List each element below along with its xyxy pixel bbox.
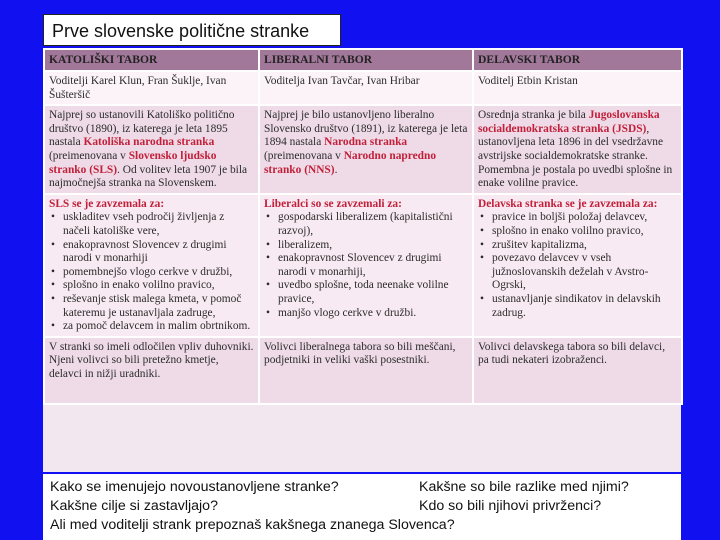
header-catholic: KATOLIŠKI TABOR xyxy=(44,49,259,71)
list-item: • pravice in boljši položaj delavcev, xyxy=(478,211,677,225)
supporters-liberal: Volivci liberalnega tabora so bili meščani, podjetniki in veliki vaški posestniki. xyxy=(259,337,473,404)
question-1: Kako se imenujejo novoustanovljene stranke? xyxy=(50,479,339,495)
list-item: • gospodarski liberalizem (kapitalistični razvoj), xyxy=(264,211,468,238)
question-2: Kakšne so bile razlike med njimi? xyxy=(419,479,629,495)
list-item: • enakopravnost Slovencev z drugimi narodi v monarhiji, xyxy=(264,252,468,279)
supporters-workers: Volivci delavskega tabora so bili delavci, pa tudi nekateri izobraženci. xyxy=(473,337,682,404)
question-5: Ali med voditelji strank prepoznaš kakšnega znanega Slovenca? xyxy=(50,517,455,533)
list-item: • uvedbo splošne, toda neenake volilne pravice, xyxy=(264,279,468,306)
goals-catholic xyxy=(44,194,259,337)
list-item: • enakopravnost Slovencev z drugimi narodi v monarhiji xyxy=(49,239,254,266)
list-item: • ustanavljanje sindikatov in delavskih zadrug. xyxy=(478,293,677,320)
origin-liberal: Najprej je bilo ustanovljeno liberalno Slovensko društvo (1891), iz katerega je leta 1894 nastala Narodna stranka (preimenovana v Narodno napredno stranko (NNS). xyxy=(259,105,473,194)
slide-title: Prve slovenske politične stranke xyxy=(43,14,341,46)
parties-table xyxy=(43,48,681,472)
leaders-workers: Voditelj Etbin Kristan xyxy=(473,71,682,105)
list-item: • reševanje stisk malega kmeta, v pomoč kateremu je ustanavljala zadruge, xyxy=(49,293,254,320)
goals-liberal xyxy=(259,194,473,337)
list-item: • pomembnejšo vlogo cerkve v družbi, xyxy=(49,266,254,280)
question-3: Kakšne cilje si zastavljajo? xyxy=(50,498,218,514)
header-liberal: LIBERALNI TABOR xyxy=(259,49,473,71)
list-item: • uskladitev vseh področij življenja z načeli katoliške vere, xyxy=(49,211,254,238)
origin-workers: Osrednja stranka je bila Jugoslovanska socialdemokratska stranka (JSDS), ustanovljena leta 1896 in del vsedržavne avstrijske socialdemokratske stranke. Pomembna je postala po uvedbi splošne in enake volilne pravice. xyxy=(473,105,682,194)
supporters-catholic: V stranki so imeli odločilen vpliv duhovniki. Njeni volivci so bili pretežno kmetje, delavci in nižji uradniki. xyxy=(44,337,259,404)
origin-catholic: Najprej so ustanovili Katoliško politično društvo (1890), iz katerega je leta 1895 nastala Katoliška narodna stranka (preimenovana v Slovensko ljudsko stranko (SLS). Od volitev leta 1907 je bila najmočnejša stranka na Slovenskem. xyxy=(44,105,259,194)
goals-workers xyxy=(473,194,682,337)
goals-heading: Delavska stranka se je zavzemala za: xyxy=(478,197,658,210)
list-item: • splošno in enako volilno pravico, xyxy=(478,225,677,239)
question-4: Kdo so bili njihovi privrženci? xyxy=(419,498,602,514)
goals-heading: SLS se je zavzemala za: xyxy=(49,197,165,210)
list-item: • manjšo vlogo cerkve v družbi. xyxy=(264,307,468,321)
list-item: • povezavo delavcev v vseh južnoslovanskih deželah v Avstro-Ogrski, xyxy=(478,252,677,293)
questions-box xyxy=(43,474,681,540)
header-workers: DELAVSKI TABOR xyxy=(473,49,682,71)
goals-heading: Liberalci so se zavzemali za: xyxy=(264,197,402,210)
list-item: • liberalizem, xyxy=(264,239,468,253)
list-item: • za pomoč delavcem in malim obrtnikom. xyxy=(49,320,254,334)
list-item: • zrušitev kapitalizma, xyxy=(478,239,677,253)
leaders-catholic: Voditelji Karel Klun, Fran Šuklje, Ivan Šušteršič xyxy=(44,71,259,105)
list-item: • splošno in enako volilno pravico, xyxy=(49,279,254,293)
leaders-liberal: Voditelja Ivan Tavčar, Ivan Hribar xyxy=(259,71,473,105)
